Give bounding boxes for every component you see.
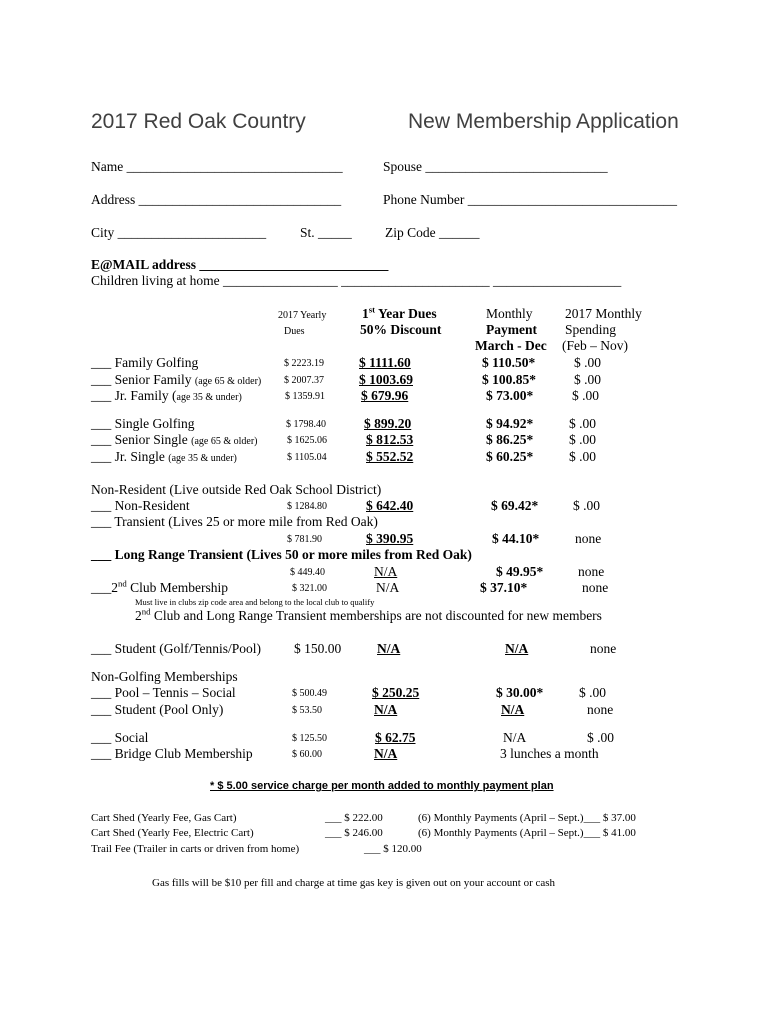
row-senior-single-spend: $ .00 (569, 432, 596, 447)
row-student-monthly: N/A (505, 641, 529, 656)
children-field[interactable]: Children living at home _________________ ______________________ ___________________ (91, 273, 622, 288)
row-jr-family-first: $ 679.96 (361, 388, 409, 403)
row-family-golfing-first: $ 1111.60 (359, 355, 411, 370)
col-monthly-line2: Payment (486, 322, 537, 337)
row-single-golfing[interactable]: ___ Single Golfing (91, 416, 195, 431)
row-second-club-monthly: $ 37.10* (480, 580, 528, 595)
row-single-golfing-first: $ 899.20 (364, 416, 412, 431)
row-jr-family[interactable]: ___ Jr. Family (age 35 & under) (91, 388, 242, 403)
row-jr-family-yearly: $ 1359.91 (285, 391, 325, 402)
name-field[interactable]: Name ________________________________ (91, 159, 343, 174)
fee-electric-cart[interactable]: Cart Shed (Yearly Fee, Electric Cart) (91, 827, 254, 839)
row-social-spend: $ .00 (587, 730, 614, 745)
row-senior-family-spend: $ .00 (574, 372, 601, 387)
row-long-range-yearly: $ 449.40 (290, 567, 325, 578)
form-subtitle: New Membership Application (408, 110, 679, 133)
row-student-pool-monthly: N/A (501, 702, 525, 717)
fee-trail[interactable]: Trail Fee (Trailer in carts or driven from home) (91, 843, 300, 855)
row-senior-family-monthly: $ 100.85* (482, 372, 536, 387)
row-senior-family[interactable]: ___ Senior Family (age 65 & older) (91, 372, 262, 387)
row-single-golfing-yearly: $ 1798.40 (286, 419, 326, 430)
row-second-club-spend: none (582, 580, 609, 595)
col-first-year: 1st Year Dues (362, 304, 437, 321)
row-social-yearly: $ 125.50 (292, 733, 327, 744)
row-non-resident-first: $ 642.40 (366, 498, 414, 513)
row-transient-yearly: $ 781.90 (287, 534, 322, 545)
state-field[interactable]: St. _____ (300, 225, 352, 240)
fee-electric-cart-monthly: (6) Monthly Payments (April – Sept.)___ $ 41.00 (418, 827, 636, 839)
col-discount: 50% Discount (360, 322, 442, 337)
fee-gas-cart[interactable]: Cart Shed (Yearly Fee, Gas Cart) (91, 812, 237, 824)
row-family-golfing-monthly: $ 110.50* (482, 355, 536, 370)
fee-gas-cart-monthly: (6) Monthly Payments (April – Sept.)___ $ 37.00 (418, 812, 636, 824)
row-long-range-transient[interactable]: ___ Long Range Transient (Lives 50 or more miles from Red Oak) (91, 547, 472, 562)
gas-fill-note: Gas fills will be $10 per fill and charge at time gas key is given out on your account or cash (152, 877, 556, 889)
row-second-club-first: N/A (376, 580, 400, 595)
col-monthly-line3: March - Dec (475, 338, 547, 353)
row-student-yearly: $ 150.00 (294, 641, 342, 656)
row-student-first: N/A (377, 641, 401, 656)
row-transient-monthly: $ 44.10* (492, 531, 540, 546)
address-field[interactable]: Address ______________________________ (91, 192, 342, 207)
row-single-golfing-spend: $ .00 (569, 416, 596, 431)
row-student-spend: none (590, 641, 617, 656)
row-family-golfing-yearly: $ 2223.19 (284, 358, 324, 369)
col-yearly-line1: 2017 Yearly (278, 310, 327, 321)
row-senior-single-first: $ 812.53 (366, 432, 414, 447)
form-title: 2017 Red Oak Country (91, 110, 306, 133)
row-long-range-monthly: $ 49.95* (496, 564, 544, 579)
row-bridge-spend: 3 lunches a month (500, 746, 599, 761)
row-senior-family-first: $ 1003.69 (359, 372, 413, 387)
row-senior-single[interactable]: ___ Senior Single (age 65 & older) (91, 432, 258, 447)
row-long-range-first: N/A (374, 564, 398, 579)
nonresident-heading: Non-Resident (Live outside Red Oak School District) (91, 482, 382, 497)
row-student-pool-yearly: $ 53.50 (292, 705, 322, 716)
row-non-resident[interactable]: ___ Non-Resident (91, 498, 190, 513)
phone-field[interactable]: Phone Number _______________________________ (383, 192, 677, 207)
city-field[interactable]: City ______________________ (91, 225, 267, 240)
row-social-monthly: N/A (503, 730, 527, 745)
row-student-pool[interactable]: ___ Student (Pool Only) (91, 702, 224, 717)
row-student[interactable]: ___ Student (Golf/Tennis/Pool) (91, 641, 262, 656)
row-jr-family-monthly: $ 73.00* (486, 388, 534, 403)
row-jr-single-first: $ 552.52 (366, 449, 414, 464)
row-second-club-yearly: $ 321.00 (292, 583, 327, 594)
row-jr-family-spend: $ .00 (572, 388, 599, 403)
row-pool-first: $ 250.25 (372, 685, 420, 700)
row-non-resident-yearly: $ 1284.80 (287, 501, 327, 512)
col-spending-line2: Spending (565, 322, 617, 337)
row-bridge-club[interactable]: ___ Bridge Club Membership (91, 746, 253, 761)
row-non-resident-monthly: $ 69.42* (491, 498, 539, 513)
row-pool-tennis-social[interactable]: ___ Pool – Tennis – Social (91, 685, 236, 700)
row-long-range-spend: none (578, 564, 605, 579)
row-second-club[interactable]: ___2nd Club Membership (91, 578, 229, 595)
row-bridge-yearly: $ 60.00 (292, 749, 322, 760)
row-jr-single-spend: $ .00 (569, 449, 596, 464)
zip-field[interactable]: Zip Code ______ (385, 225, 480, 240)
row-transient[interactable]: ___ Transient (Lives 25 or more mile from Red Oak) (91, 514, 378, 529)
row-student-pool-first: N/A (374, 702, 398, 717)
col-yearly-line2: Dues (284, 326, 305, 337)
row-pool-spend: $ .00 (579, 685, 606, 700)
row-bridge-first: N/A (374, 746, 398, 761)
row-senior-single-monthly: $ 86.25* (486, 432, 534, 447)
spouse-field[interactable]: Spouse ___________________________ (383, 159, 608, 174)
second-club-note: Must live in clubs zip code area and belong to the local club to qualify (135, 597, 375, 607)
row-student-pool-spend: none (587, 702, 614, 717)
discount-notice: 2nd Club and Long Range Transient memberships are not discounted for new members (135, 606, 602, 623)
col-spending-line1: 2017 Monthly (565, 306, 642, 321)
fee-electric-cart-price: ___ $ 246.00 (325, 827, 383, 839)
service-charge-note: * $ 5.00 service charge per month added to monthly payment plan (210, 780, 554, 792)
row-jr-single-yearly: $ 1105.04 (287, 452, 327, 463)
col-monthly-line1: Monthly (486, 306, 533, 321)
email-field[interactable]: E@MAIL address ____________________________ (91, 257, 389, 272)
row-social-first: $ 62.75 (375, 730, 416, 745)
col-spending-line3: (Feb – Nov) (562, 338, 628, 353)
row-family-golfing[interactable]: ___ Family Golfing (91, 355, 199, 370)
nongolfing-heading: Non-Golfing Memberships (91, 669, 238, 684)
row-transient-first: $ 390.95 (366, 531, 414, 546)
fee-gas-cart-price: ___ $ 222.00 (325, 812, 383, 824)
row-family-golfing-spend: $ .00 (574, 355, 601, 370)
row-senior-family-yearly: $ 2007.37 (284, 375, 324, 386)
fee-trail-price: ___ $ 120.00 (364, 843, 422, 855)
row-jr-single[interactable]: ___ Jr. Single (age 35 & under) (91, 449, 237, 464)
row-non-resident-spend: $ .00 (573, 498, 600, 513)
row-transient-spend: none (575, 531, 602, 546)
row-jr-single-monthly: $ 60.25* (486, 449, 534, 464)
row-pool-yearly: $ 500.49 (292, 688, 327, 699)
row-social[interactable]: ___ Social (91, 730, 149, 745)
row-senior-single-yearly: $ 1625.06 (287, 435, 327, 446)
row-single-golfing-monthly: $ 94.92* (486, 416, 534, 431)
row-pool-monthly: $ 30.00* (496, 685, 544, 700)
